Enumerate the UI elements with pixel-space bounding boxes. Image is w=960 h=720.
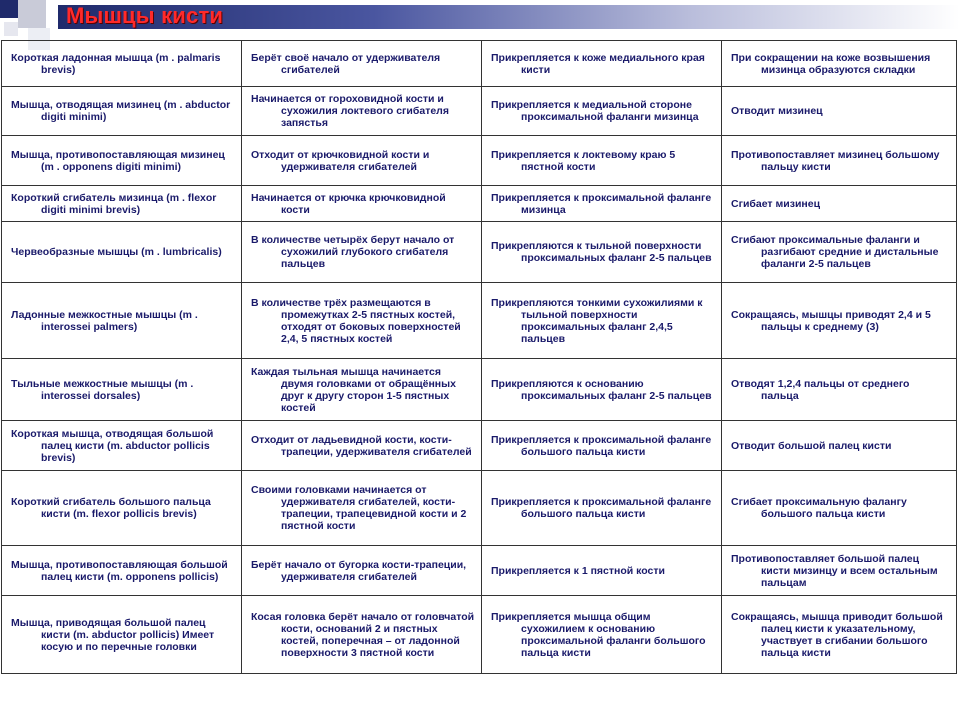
muscles-table: [1, 40, 957, 674]
table-cell: Прикрепляется к проксимальной фаланге большого пальца кисти: [482, 471, 722, 546]
table-cell: Мышца, отводящая мизинец (m . abductor digiti minimi): [2, 87, 242, 136]
table-cell: В количестве четырёх берут начало от сухожилий глубокого сгибателя пальцев: [242, 222, 482, 283]
table-row: [2, 596, 957, 674]
table-cell: Прикрепляется к локтевому краю 5 пястной кости: [482, 136, 722, 186]
table-cell: Сгибают проксимальные фаланги и разгибают средние и дистальные фаланги 2-5 пальцев: [722, 222, 957, 283]
table-cell: Прикрепляется к 1 пястной кости: [482, 546, 722, 596]
corner-square-decoration: [4, 22, 18, 36]
table-cell: Косая головка берёт начало от головчатой кости, оснований 2 и пястных костей, поперечная – от ладонной поверхности 3 пястной кости: [242, 596, 482, 674]
table-cell: Мышца, противопоставляющая мизинец (m . opponens digiti minimi): [2, 136, 242, 186]
table-row: [2, 421, 957, 471]
table-cell: Берёт своё начало от удерживателя сгибателей: [242, 41, 482, 87]
table-cell: Короткая мышца, отводящая большой палец кисти (m. abductor pollicis brevis): [2, 421, 242, 471]
table-cell: Отходит от ладьевидной кости, кости-трапеции, удерживателя сгибателей: [242, 421, 482, 471]
table-cell: Прикрепляются к тыльной поверхности проксимальных фаланг 2-5 пальцев: [482, 222, 722, 283]
table-cell: Отходит от крючковидной кости и удерживателя сгибателей: [242, 136, 482, 186]
table-cell: Прикрепляется к проксимальной фаланге большого пальца кисти: [482, 421, 722, 471]
table-cell: Отводят 1,2,4 пальцы от среднего пальца: [722, 359, 957, 421]
table-cell: Берёт начало от бугорка кости-трапеции, удерживателя сгибателей: [242, 546, 482, 596]
page-title: Мышцы кисти: [66, 3, 224, 28]
table-cell: Своими головками начинается от удерживателя сгибателей, кости-трапеции, трапецевидной кости и 2 пястной кости: [242, 471, 482, 546]
table-cell: Сокращаясь, мышца приводит большой палец кисти к указательному, участвует в сгибании большого пальца кисти: [722, 596, 957, 674]
table-cell: Противопоставляет мизинец большому пальцу кисти: [722, 136, 957, 186]
table-row: [2, 186, 957, 222]
table-cell: Короткий сгибатель большого пальца кисти (m. flexor pollicis brevis): [2, 471, 242, 546]
table-cell: Червеобразные мышцы (m . lumbricalis): [2, 222, 242, 283]
table-cell: Каждая тыльная мышца начинается двумя головками от обращённых друг к другу сторон 1-5 пястных костей: [242, 359, 482, 421]
table-cell: Прикрепляются тонкими сухожилиями к тыльной поверхности проксимальных фаланг 2,4,5 пальцев: [482, 283, 722, 359]
corner-square-decoration: [18, 0, 46, 28]
table-cell: Прикрепляются к основанию проксимальных фаланг 2-5 пальцев: [482, 359, 722, 421]
table-cell: Отводит большой палец кисти: [722, 421, 957, 471]
table-row: [2, 222, 957, 283]
table-cell: Прикрепляется мышца общим сухожилием к основанию проксимальной фаланги большого пальца кисти: [482, 596, 722, 674]
table-cell: В количестве трёх размещаются в промежутках 2-5 пястных костей, отходят от боковых поверхностей 2,4, 5 пястных костей: [242, 283, 482, 359]
table-cell: Противопоставляет большой палец кисти мизинцу и всем остальным пальцам: [722, 546, 957, 596]
table-row: [2, 41, 957, 87]
corner-square-decoration: [0, 0, 18, 18]
table-row: [2, 87, 957, 136]
table-cell: Мышца, противопоставляющая большой палец кисти (m. opponens pollicis): [2, 546, 242, 596]
table-cell: Прикрепляется к коже медиального края кисти: [482, 41, 722, 87]
table-cell: Отводит мизинец: [722, 87, 957, 136]
table-cell: Прикрепляется к проксимальной фаланге мизинца: [482, 186, 722, 222]
table-row: [2, 136, 957, 186]
table-cell: При сокращении на коже возвышения мизинца образуются складки: [722, 41, 957, 87]
table-cell: Ладонные межкостные мышцы (m . interossei palmers): [2, 283, 242, 359]
table-cell: Прикрепляется к медиальной стороне проксимальной фаланги мизинца: [482, 87, 722, 136]
table-row: [2, 283, 957, 359]
table-cell: Мышца, приводящая большой палец кисти (m. abductor pollicis) Имеет косую и по перечные головки: [2, 596, 242, 674]
table-row: [2, 359, 957, 421]
table-row: [2, 546, 957, 596]
table-cell: Сгибает мизинец: [722, 186, 957, 222]
table-cell: Короткая ладонная мышца (m . palmaris brevis): [2, 41, 242, 87]
table-cell: Короткий сгибатель мизинца (m . flexor digiti minimi brevis): [2, 186, 242, 222]
table-cell: Сокращаясь, мышцы приводят 2,4 и 5 пальцы к среднему (3): [722, 283, 957, 359]
table-cell: Тыльные межкостные мышцы (m . interossei dorsales): [2, 359, 242, 421]
table-cell: Сгибает проксимальную фалангу большого пальца кисти: [722, 471, 957, 546]
table-row: [2, 471, 957, 546]
table-cell: Начинается от гороховидной кости и сухожилия локтевого сгибателя запястья: [242, 87, 482, 136]
table-cell: Начинается от крючка крючковидной кости: [242, 186, 482, 222]
